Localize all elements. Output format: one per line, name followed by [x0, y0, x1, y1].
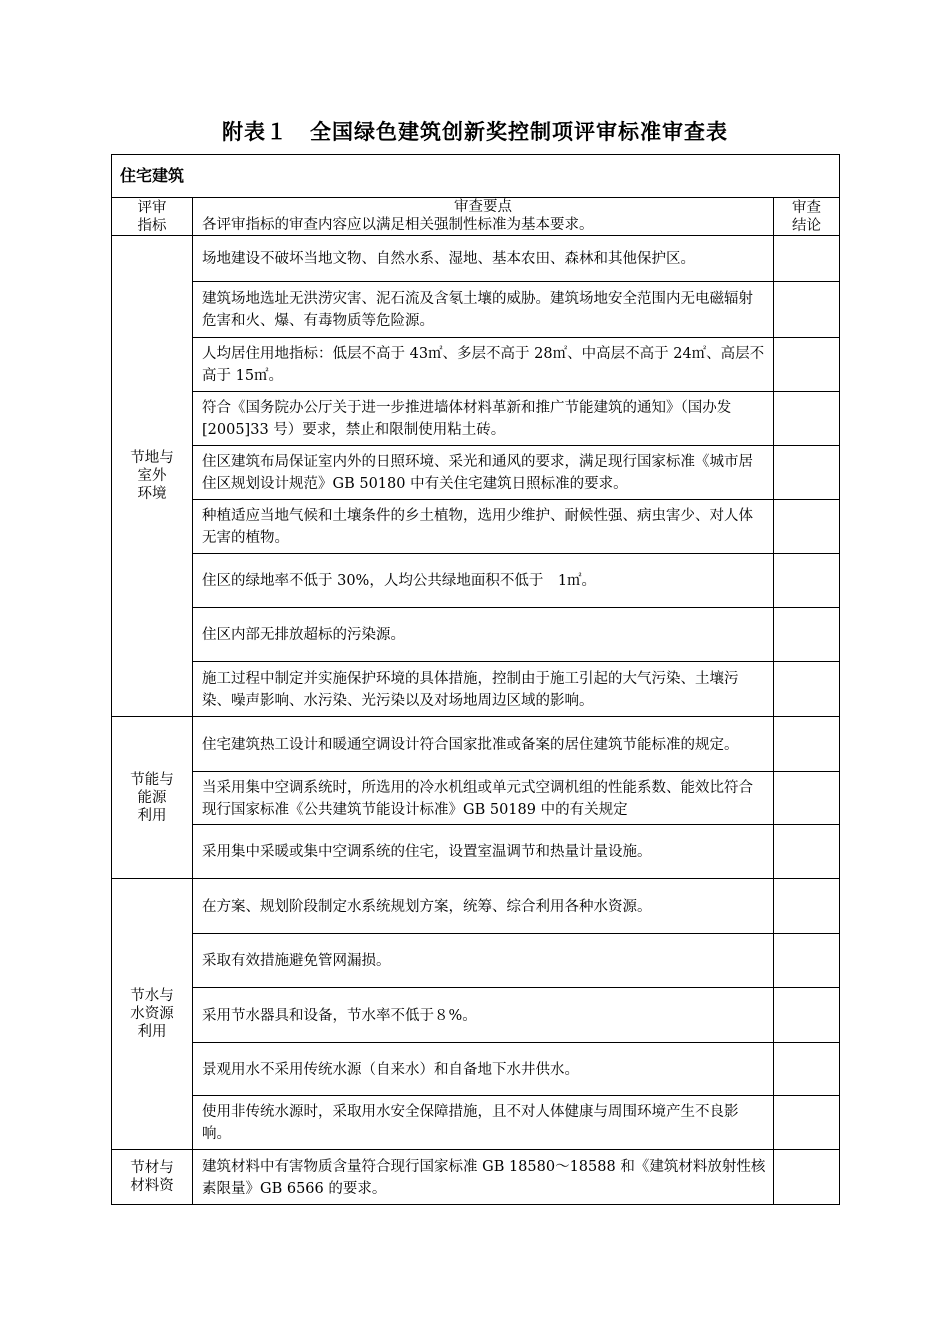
- category-land: 节地与 室外 环境: [112, 236, 193, 717]
- conclusion-cell[interactable]: [774, 608, 840, 662]
- review-item: 景观用水不采用传统水源（自来水）和自备地下水井供水。: [193, 1043, 774, 1096]
- review-item: 种植适应当地气候和土壤条件的乡土植物，选用少维护、耐候性强、病虫害少、对人体无害的植物。: [193, 500, 774, 554]
- conclusion-cell[interactable]: [774, 392, 840, 446]
- review-item: 人均居住用地指标：低层不高于 43㎡、多层不高于 28㎡、中高层不高于 24㎡、高层不高于 15㎡。: [193, 338, 774, 392]
- conclusion-cell[interactable]: [774, 554, 840, 608]
- conclusion-cell[interactable]: [774, 446, 840, 500]
- section-header: 住宅建筑: [112, 155, 840, 198]
- review-item: 建筑材料中有害物质含量符合现行国家标准 GB 18580～18588 和《建筑材料放射性核素限量》GB 6566 的要求。: [193, 1150, 774, 1205]
- conclusion-cell[interactable]: [774, 338, 840, 392]
- review-item: 建筑场地选址无洪涝灾害、泥石流及含氡土壤的威胁。建筑场地安全范围内无电磁辐射危害和火、爆、有毒物质等危险源。: [193, 282, 774, 338]
- category-materials: 节材与 材料资: [112, 1150, 193, 1205]
- review-table: [111, 154, 840, 1205]
- review-item: 住区的绿地率不低于 30%，人均公共绿地面积不低于 1㎡。: [193, 554, 774, 608]
- conclusion-cell[interactable]: [774, 717, 840, 772]
- conclusion-cell[interactable]: [774, 772, 840, 825]
- document-title: 附表１ 全国绿色建筑创新奖控制项评审标准审查表: [222, 119, 728, 144]
- review-item: 采用集中采暖或集中空调系统的住宅，设置室温调节和热量计量设施。: [193, 825, 774, 879]
- review-item: 采取有效措施避免管网漏损。: [193, 934, 774, 988]
- review-item: 符合《国务院办公厅关于进一步推进墙体材料革新和推广节能建筑的通知》（国办发[2005]33 号）要求，禁止和限制使用粘土砖。: [193, 392, 774, 446]
- category-energy: 节能与 能源 利用: [112, 717, 193, 879]
- review-item: 住宅建筑热工设计和暖通空调设计符合国家批准或备案的居住建筑节能标准的规定。: [193, 717, 774, 772]
- header-points: 审查要点: [193, 198, 774, 217]
- review-item: 住区内部无排放超标的污染源。: [193, 608, 774, 662]
- header-conclusion: 审查 结论: [774, 198, 840, 236]
- conclusion-cell[interactable]: [774, 825, 840, 879]
- conclusion-cell[interactable]: [774, 1150, 840, 1205]
- conclusion-cell[interactable]: [774, 988, 840, 1043]
- review-item: 住区建筑布局保证室内外的日照环境、采光和通风的要求，满足现行国家标准《城市居住区规划设计规范》GB 50180 中有关住宅建筑日照标准的要求。: [193, 446, 774, 500]
- conclusion-cell[interactable]: [774, 282, 840, 338]
- header-note: 各评审指标的审查内容应以满足相关强制性标准为基本要求。: [193, 216, 774, 236]
- review-item: 使用非传统水源时，采取用水安全保障措施，且不对人体健康与周围环境产生不良影响。: [193, 1096, 774, 1150]
- review-item: 场地建设不破坏当地文物、自然水系、湿地、基本农田、森林和其他保护区。: [193, 236, 774, 282]
- review-item: 在方案、规划阶段制定水系统规划方案，统筹、综合利用各种水资源。: [193, 879, 774, 934]
- category-water: 节水与 水资源 利用: [112, 879, 193, 1150]
- review-item: 采用节水器具和设备，节水率不低于８%。: [193, 988, 774, 1043]
- conclusion-cell[interactable]: [774, 500, 840, 554]
- conclusion-cell[interactable]: [774, 236, 840, 282]
- conclusion-cell[interactable]: [774, 1043, 840, 1096]
- conclusion-cell[interactable]: [774, 662, 840, 717]
- conclusion-cell[interactable]: [774, 1096, 840, 1150]
- conclusion-cell[interactable]: [774, 879, 840, 934]
- header-indicator: 评审 指标: [112, 198, 193, 236]
- review-item: 当采用集中空调系统时，所选用的冷水机组或单元式空调机组的性能系数、能效比符合现行国家标准《公共建筑节能设计标准》GB 50189 中的有关规定: [193, 772, 774, 825]
- conclusion-cell[interactable]: [774, 934, 840, 988]
- review-item: 施工过程中制定并实施保护环境的具体措施，控制由于施工引起的大气污染、土壤污染、噪声影响、水污染、光污染以及对场地周边区域的影响。: [193, 662, 774, 717]
